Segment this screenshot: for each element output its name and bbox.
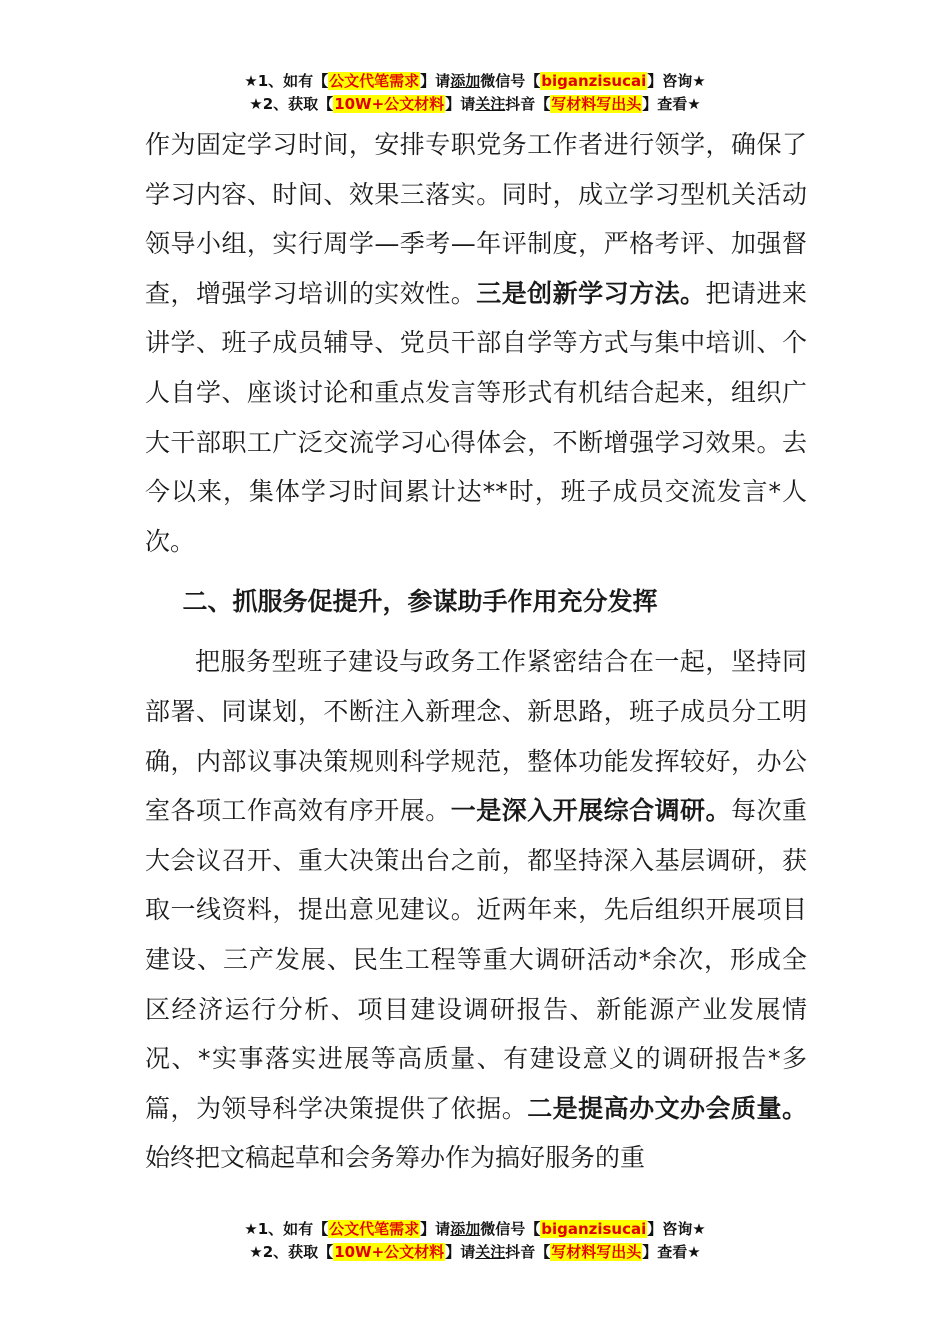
banner-line-2 xyxy=(0,93,950,116)
banner-text: ★1、如有【 xyxy=(244,72,329,90)
banner-text: 】请 xyxy=(420,1220,451,1238)
banner-text: 抖音【 xyxy=(505,1243,551,1261)
banner-text: 】咨询★ xyxy=(647,72,706,90)
paragraph-bold-lead: 二是提高办文办会质量。 xyxy=(527,1093,807,1123)
banner-highlight: biganzisucai xyxy=(541,72,647,90)
banner-text: 抖音【 xyxy=(505,95,551,113)
banner-highlight: biganzisucai xyxy=(541,1220,647,1238)
document-body xyxy=(145,120,807,1183)
banner-line-2 xyxy=(0,1241,950,1264)
section-heading: 二、抓服务促提升，参谋助手作用充分发挥 xyxy=(182,587,658,617)
banner-underline-text: 关注 xyxy=(475,1243,506,1261)
banner-line-1 xyxy=(0,1218,950,1241)
paragraph-text: 每次重大会议召开、重大决策出台之前，都坚持深入基层调研，获取一线资料，提出意见建议。近两年来，先后组织开展项目建设、三产发展、民生工程等重大调研活动*余次，形成全区经济运行分析、项目建设调研报告、新能源产业发展情况、*实事落实进展等高质量、有建设意义的调研报告*多篇，为领导科学决策提供了依据。 xyxy=(145,796,807,1123)
banner-text: 】请 xyxy=(420,72,451,90)
banner-text: ★2、获取【 xyxy=(249,1243,334,1261)
banner-underline-text: 添加 xyxy=(450,72,481,90)
paragraph xyxy=(145,637,807,1183)
banner-highlight: 写材料写出头 xyxy=(551,1243,642,1261)
banner-highlight: 公文代笔需求 xyxy=(329,1220,420,1238)
banner-underline-text: 添加 xyxy=(450,1220,481,1238)
banner-text: 】查看★ xyxy=(642,1243,701,1261)
paragraph xyxy=(145,120,807,566)
banner-highlight: 写材料写出头 xyxy=(551,95,642,113)
banner-highlight: 10W+公文材料 xyxy=(334,1243,445,1261)
paragraph-text: 把服务型班子建设与政务工作紧密结合在一起，坚持同部署、同谋划，不断注入新理念、新思路，班子成员分工明确，内部议事决策规则科学规范，整体功能发挥较好，办公室各项工作高效有序开展。 xyxy=(145,647,807,826)
banner-text: 】咨询★ xyxy=(647,1220,706,1238)
banner-text: 】请 xyxy=(445,95,476,113)
banner-underline-text: 关注 xyxy=(475,95,506,113)
banner-highlight: 10W+公文材料 xyxy=(334,95,445,113)
banner-text: 微信号【 xyxy=(480,1220,541,1238)
paragraph-text: 作为固定学习时间，安排专职党务工作者进行领学，确保了学习内容、时间、效果三落实。同时，成立学习型机关活动领导小组，实行周学—季考—年评制度，严格考评、加强督查，增强学习培训的实效性。 xyxy=(145,130,807,308)
banner-text: ★2、获取【 xyxy=(249,95,334,113)
banner-text: ★1、如有【 xyxy=(244,1220,329,1238)
paragraph-text: 始终把文稿起草和会务筹办作为搞好服务的重 xyxy=(145,1143,646,1173)
paragraph-bold-lead: 一是深入开展综合调研。 xyxy=(450,796,732,826)
banner-text: 微信号【 xyxy=(480,72,541,90)
banner-text: 】查看★ xyxy=(642,95,701,113)
footer-banner xyxy=(0,1218,950,1264)
banner-text: 】请 xyxy=(445,1243,476,1261)
banner-highlight: 公文代笔需求 xyxy=(329,72,420,90)
header-banner xyxy=(0,70,950,116)
paragraph-text: 把请进来讲学、班子成员辅导、党员干部自学等方式与集中培训、个人自学、座谈讨论和重点发言等形式有机结合起来，组织广大干部职工广泛交流学习心得体会，不断增强学习效果。去今以来，集体学习时间累计达**时，班子成员交流发言*人次。 xyxy=(145,278,807,556)
banner-line-1 xyxy=(0,70,950,93)
paragraph-bold-lead: 三是创新学习方法。 xyxy=(476,278,706,308)
